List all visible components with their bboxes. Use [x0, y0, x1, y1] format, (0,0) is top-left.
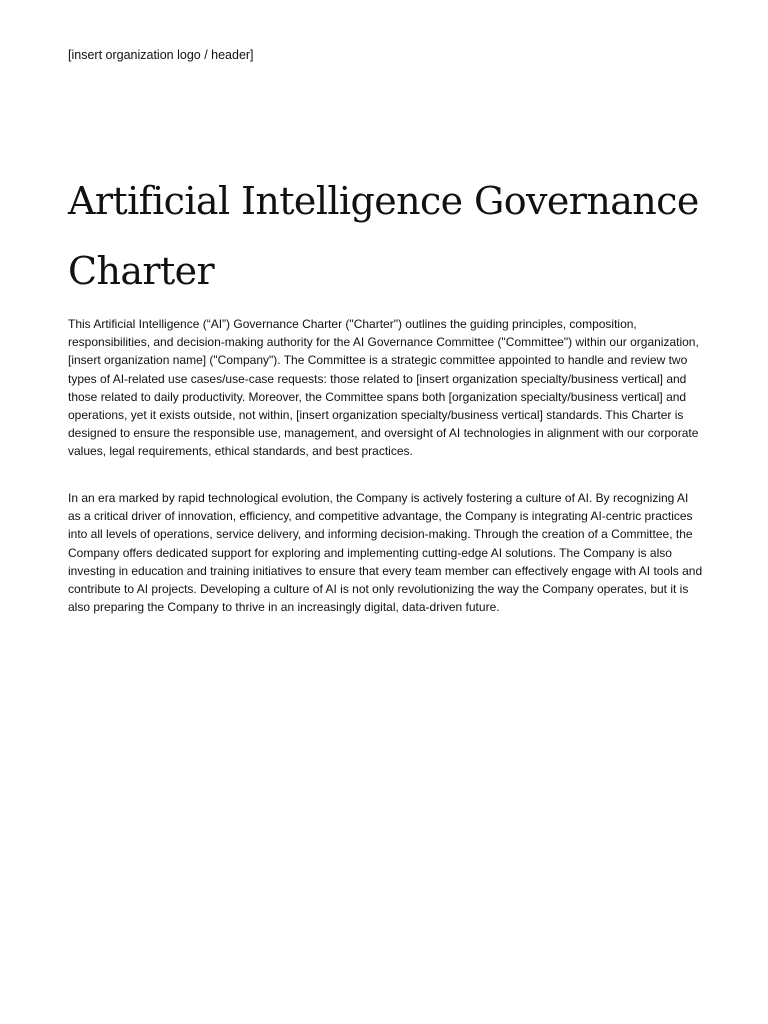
- organization-header-placeholder: [insert organization logo / header]: [68, 48, 254, 62]
- document-title: Artificial Intelligence Governance Charter: [68, 179, 699, 293]
- intro-paragraph: This Artificial Intelligence (“AI”) Governance Charter ("Charter") outlines the guiding principles, composition, responsibilities, and decision-making authority for the AI Governance Committee ("Committee") within our organization, [insert organization name] ("Company"). The Committee is a strategic committee appointed to handle and review two types of AI-related use cases/use-case requests: those related to [insert organization specialty/business vertical] and those related to daily productivity. Moreover, the Committee spans both [organization specialty/business vertical] and operations, yet it exists outside, not within, [insert organization specialty/business vertical] standards. This Charter is designed to ensure the responsible use, management, and oversight of AI technologies in alignment with our corporate values, legal requirements, ethical standards, and best practices.: [68, 317, 699, 459]
- culture-paragraph: In an era marked by rapid technological evolution, the Company is actively fostering a culture of AI. By recognizing AI as a critical driver of innovation, efficiency, and competitive advantage, the Company is integrating AI-centric practices into all levels of operations, service delivery, and informing decision-making. Through the creation of a Committee, the Company offers dedicated support for exploring and implementing cutting-edge AI solutions. The Company is also investing in education and training initiatives to ensure that every team member can effectively engage with AI tools and contribute to AI projects. Developing a culture of AI is not only revolutionizing the way the Company operates, but it is also preparing the Company to thrive in an increasingly digital, data-driven future.: [68, 491, 703, 615]
